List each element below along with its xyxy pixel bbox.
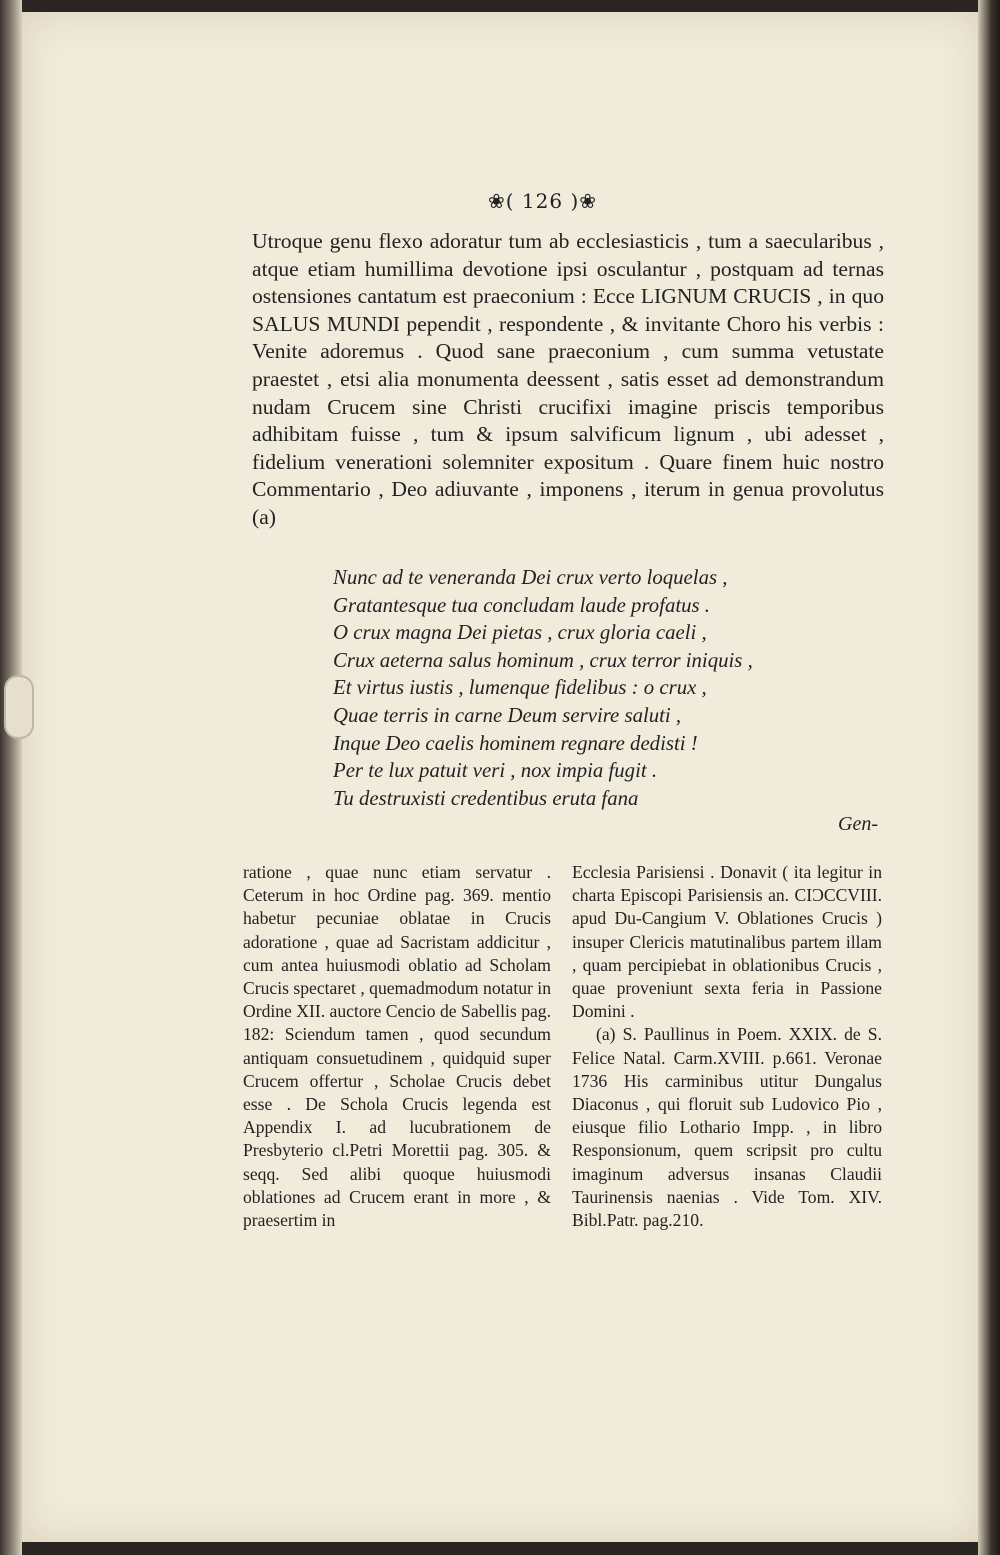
book-spine: [0, 0, 22, 1555]
binder-clip: [4, 675, 34, 739]
verse-line: Et virtus iustis , lumenque fidelibus : o crux ,: [333, 676, 707, 700]
verse-line: Per te lux patuit veri , nox impia fugit .: [333, 759, 658, 783]
footnote-right-text-2: (a) S. Paullinus in Poem. XXIX. de S. Felice Natal. Carm.XVIII. p.661. Veronae 1736 His carminibus utitur Dungalus Diaconus , qui floruit sub Ludovico Pio , eiusque filio Lothario Impp. , in libro Responsionum, quem scripsit pro cultu imaginum adversus insanas Claudii Taurinensis naenias . Vide Tom. XIV. Bibl.Patr. pag.210.: [572, 1024, 882, 1231]
verse-line: Inque Deo caelis hominem regnare dedisti !: [333, 731, 698, 755]
footnote-column-left: [243, 861, 551, 1232]
verse-line: Nunc ad te veneranda Dei crux verto loquelas ,: [333, 566, 728, 589]
main-paragraph-text: Utroque genu flexo adoratur tum ab ecclesiasticis , tum a saecularibus , atque etiam humillima devotione ipsi osculantur , postquam ad ternas ostensiones cantatum est praeconium : Ecce LIGNUM CRUCIS , in quo SALUS MUNDI pependit , respondente , & invitante Choro his verbis : Venite adoremus . Quod sane praeconium , cum summa vetustate praestet , etsi alia monumenta deessent , satis esset ad demonstrandum nudam Crucem sine Christi crucifixi imagine priscis temporibus adhibitam fuisse , tum & ipsum salvificum lignum , ubi adesset , fidelium venerationi solemniter expositum . Quare finem huic nostro Commentario , Deo adiuvante , imponens , iterum in genua provolutus (a): [252, 229, 884, 529]
main-paragraph: [252, 228, 884, 532]
verse-line: Tu destruxisti credentibus eruta fana: [333, 786, 639, 810]
footnote-column-right: [572, 861, 882, 1232]
verse-line: Quae terris in carne Deum servire saluti ,: [333, 703, 682, 727]
catchword: Gen-: [838, 813, 878, 835]
page-number: 126: [521, 189, 564, 213]
ornament-right-icon: )❀: [570, 189, 598, 213]
verse-line: O crux magna Dei pietas , crux gloria caeli ,: [333, 621, 707, 645]
page-edge: [978, 0, 1000, 1555]
verse-block: [333, 564, 893, 812]
verse-line: Crux aeterna salus hominum , crux terror iniquis ,: [333, 648, 753, 672]
verse-line: Gratantesque tua concludam laude profatus .: [333, 593, 711, 617]
footnote-right-text-1: Ecclesia Parisiensi . Donavit ( ita legitur in charta Episcopi Parisiensis an. CIƆCCVIII. apud Du-Cangium V. Oblationes Crucis ) insuper Clericis matutinalibus partem illam , quam percipiebat in oblationibus Crucis , quae proveniunt sexta feria in Passione Domini .: [572, 862, 882, 1022]
footnote-left-text: ratione , quae nunc etiam servatur . Ceterum in hoc Ordine pag. 369. mentio habetur pecuniae oblatae in Crucis adoratione , quae ad Sacristam addicitur , cum antea huiusmodi oblatio ad Scholam Crucis spectaret , quemadmodum notatur in Ordine XII. auctore Cencio de Sabellis pag. 182: Sciendum tamen , quod secundum antiquam consuetudinem , quidquid super Crucem offertur , Scholae Crucis debet esse . De Schola Crucis legenda est Appendix I. ad lucubrationem de Presbyterio cl.Petri Morettii pag. 305. & seqq. Sed alibi quoque huiusmodi oblationes ad Crucem erant in more , & praesertim in: [243, 862, 551, 1231]
page-header: [488, 189, 648, 213]
ornament-left-icon: ❀(: [488, 189, 515, 213]
